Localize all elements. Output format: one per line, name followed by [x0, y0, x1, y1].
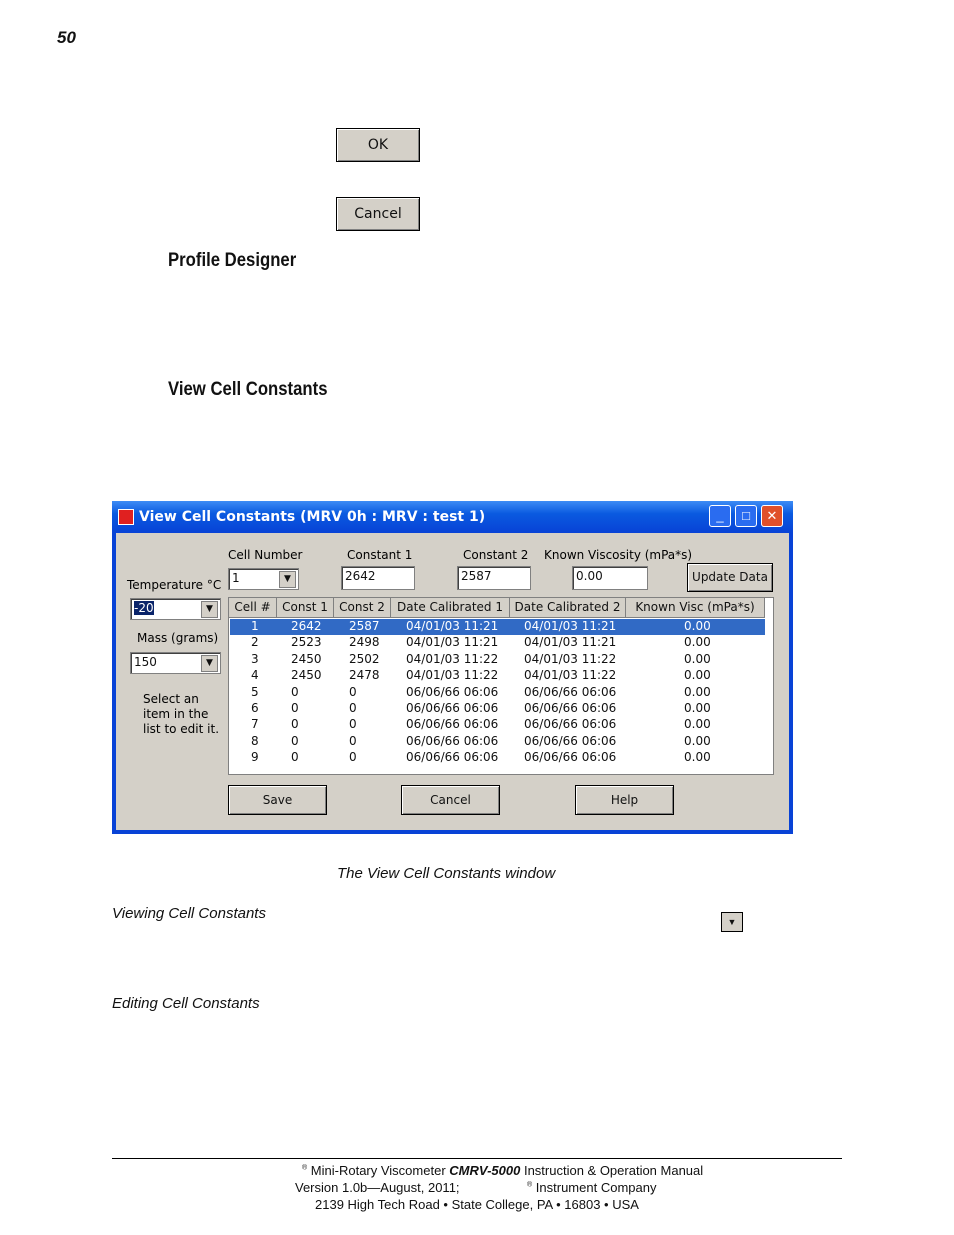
table-cell: 04/01/03 11:21 [406, 635, 499, 650]
table-cell: 1 [251, 619, 259, 633]
table-row[interactable] [230, 717, 765, 733]
temperature-label: Temperature °C [127, 578, 222, 592]
table-cell: 2478 [349, 668, 380, 683]
page-number: 50 [57, 28, 76, 47]
column-header[interactable]: Const 2 [334, 598, 391, 618]
mass-select[interactable] [130, 652, 221, 674]
table-cell: 2523 [291, 635, 322, 650]
footer-company: Instrument Company [535, 1180, 657, 1195]
table-cell: 0 [291, 684, 299, 699]
cell-number-value: 1 [232, 571, 240, 585]
table-cell: 04/01/03 11:21 [524, 619, 617, 633]
table-cell: 06/06/66 06:06 [524, 684, 617, 699]
table-row[interactable] [230, 635, 765, 651]
table-row[interactable] [230, 668, 765, 684]
table-cell: 0 [291, 701, 299, 715]
table-cell: 0 [349, 717, 357, 732]
table-cell: 2502 [349, 651, 380, 666]
table-cell: 0.00 [684, 733, 711, 748]
footer-divider [112, 1158, 842, 1159]
constant2-label: Constant 2 [463, 548, 529, 562]
constant2-input[interactable]: 2587 [457, 566, 531, 590]
table-cell: 04/01/03 11:22 [524, 668, 617, 683]
chevron-down-icon[interactable]: ▼ [201, 655, 218, 672]
table-cell: 8 [251, 733, 259, 748]
table-cell: 0 [291, 733, 299, 748]
table-cell: 7 [251, 717, 259, 732]
table-row[interactable] [230, 701, 765, 717]
cancel-button[interactable]: Cancel [401, 785, 500, 815]
footer-line2-company [527, 1180, 656, 1195]
table-cell: 0 [349, 684, 357, 699]
table-cell: 0.00 [684, 635, 711, 650]
column-header[interactable]: Const 1 [277, 598, 334, 618]
editing-subheading: Editing Cell Constants [112, 995, 260, 1012]
table-cell: 0.00 [684, 651, 711, 666]
table-row[interactable] [230, 685, 765, 701]
table-cell: 2587 [349, 619, 380, 633]
table-cell: 0 [349, 701, 357, 715]
footer-line2 [295, 1180, 460, 1195]
title-bar [112, 501, 793, 533]
save-button[interactable]: Save [228, 785, 327, 815]
table-cell: 06/06/66 06:06 [524, 750, 617, 765]
table-cell: 3 [251, 651, 259, 666]
view-cell-constants-window [112, 501, 793, 834]
table-cell: 06/06/66 06:06 [524, 733, 617, 748]
footer-manual: Instruction & Operation Manual [523, 1163, 704, 1178]
table-cell: 06/06/66 06:06 [524, 717, 617, 732]
edit-hint: Select an item in the list to edit it. [143, 692, 220, 736]
table-row[interactable] [230, 652, 765, 668]
constant1-input[interactable]: 2642 [341, 566, 415, 590]
table-cell: 0 [349, 750, 357, 765]
table-row[interactable] [230, 619, 765, 635]
window-client [116, 533, 789, 830]
table-cell: 04/01/03 11:21 [524, 635, 617, 650]
temperature-select[interactable] [130, 598, 221, 620]
heading-view-cell-constants: View Cell Constants [168, 379, 328, 400]
table-cell: 06/06/66 06:06 [406, 733, 499, 748]
table-cell: 2450 [291, 668, 322, 683]
table-row[interactable] [230, 750, 765, 766]
table-cell: 0.00 [684, 701, 711, 715]
chevron-down-icon[interactable]: ▼ [279, 571, 296, 588]
table-cell: 06/06/66 06:06 [524, 701, 617, 715]
footer-address: 2139 High Tech Road • State College, PA • 16803 • USA [315, 1197, 639, 1212]
table-cell: 06/06/66 06:06 [406, 717, 499, 732]
viewing-subheading: Viewing Cell Constants [112, 905, 266, 922]
known-viscosity-input[interactable]: 0.00 [572, 566, 648, 590]
footer-version: Version 1.0b—August, 2011; [295, 1180, 460, 1195]
column-header[interactable]: Date Calibrated 1 [391, 598, 510, 618]
table-cell: 5 [251, 684, 259, 699]
table-cell: 0.00 [684, 619, 711, 633]
table-cell: 04/01/03 11:22 [406, 668, 499, 683]
table-cell: 4 [251, 668, 259, 683]
chevron-down-icon[interactable]: ▼ [201, 601, 218, 618]
table-cell: 0.00 [684, 668, 711, 683]
footer-line1 [302, 1163, 703, 1178]
cancel-button-sample[interactable]: Cancel [336, 197, 420, 231]
table-cell: 0 [349, 733, 357, 748]
maximize-icon[interactable]: □ [735, 505, 757, 527]
mass-value: 150 [134, 655, 157, 669]
cell-number-label: Cell Number [228, 548, 303, 562]
footer-model: CMRV-5000 [449, 1163, 521, 1178]
chevron-down-icon: ▼ [721, 912, 743, 932]
table-cell: 2498 [349, 635, 380, 650]
minimize-icon[interactable]: _ [709, 505, 731, 527]
table-cell: 04/01/03 11:22 [406, 651, 499, 666]
cell-constants-list[interactable] [228, 597, 774, 775]
window-title: View Cell Constants (MRV 0h : MRV : test 1) [139, 509, 486, 525]
registered-mark: ® [302, 1164, 308, 1172]
table-cell: 0.00 [684, 684, 711, 699]
figure-caption: The View Cell Constants window [337, 865, 556, 882]
column-header[interactable]: Cell # [229, 598, 277, 618]
table-cell: 04/01/03 11:22 [524, 651, 617, 666]
footer-product: Mini-Rotary Viscometer [310, 1163, 446, 1178]
table-cell: 04/01/03 11:21 [406, 619, 499, 633]
heading-profile-designer: Profile Designer [168, 250, 297, 271]
table-cell: 9 [251, 750, 259, 765]
table-cell: 06/06/66 06:06 [406, 684, 499, 699]
app-icon [118, 509, 134, 525]
table-cell: 0.00 [684, 717, 711, 732]
cell-number-select[interactable] [228, 568, 299, 590]
ok-button-sample[interactable]: OK [336, 128, 420, 162]
known-viscosity-label: Known Viscosity (mPa*s) [544, 548, 693, 562]
table-cell: 2 [251, 635, 259, 650]
column-header[interactable]: Known Visc (mPa*s) [626, 598, 765, 618]
table-row[interactable] [230, 734, 765, 750]
column-header[interactable]: Date Calibrated 2 [510, 598, 626, 618]
close-icon[interactable]: ✕ [761, 505, 783, 527]
table-cell: 6 [251, 701, 259, 715]
table-cell: 2450 [291, 651, 322, 666]
registered-mark: ® [527, 1181, 533, 1189]
help-button[interactable]: Help [575, 785, 674, 815]
temperature-value: -20 [134, 601, 154, 615]
mass-label: Mass (grams) [137, 631, 219, 645]
table-cell: 0 [291, 750, 299, 765]
table-cell: 06/06/66 06:06 [406, 701, 499, 715]
update-data-button[interactable]: Update Data [687, 563, 773, 592]
table-cell: 2642 [291, 619, 322, 633]
table-cell: 0.00 [684, 750, 711, 765]
table-cell: 06/06/66 06:06 [406, 750, 499, 765]
table-cell: 0 [291, 717, 299, 732]
constant1-label: Constant 1 [347, 548, 413, 562]
